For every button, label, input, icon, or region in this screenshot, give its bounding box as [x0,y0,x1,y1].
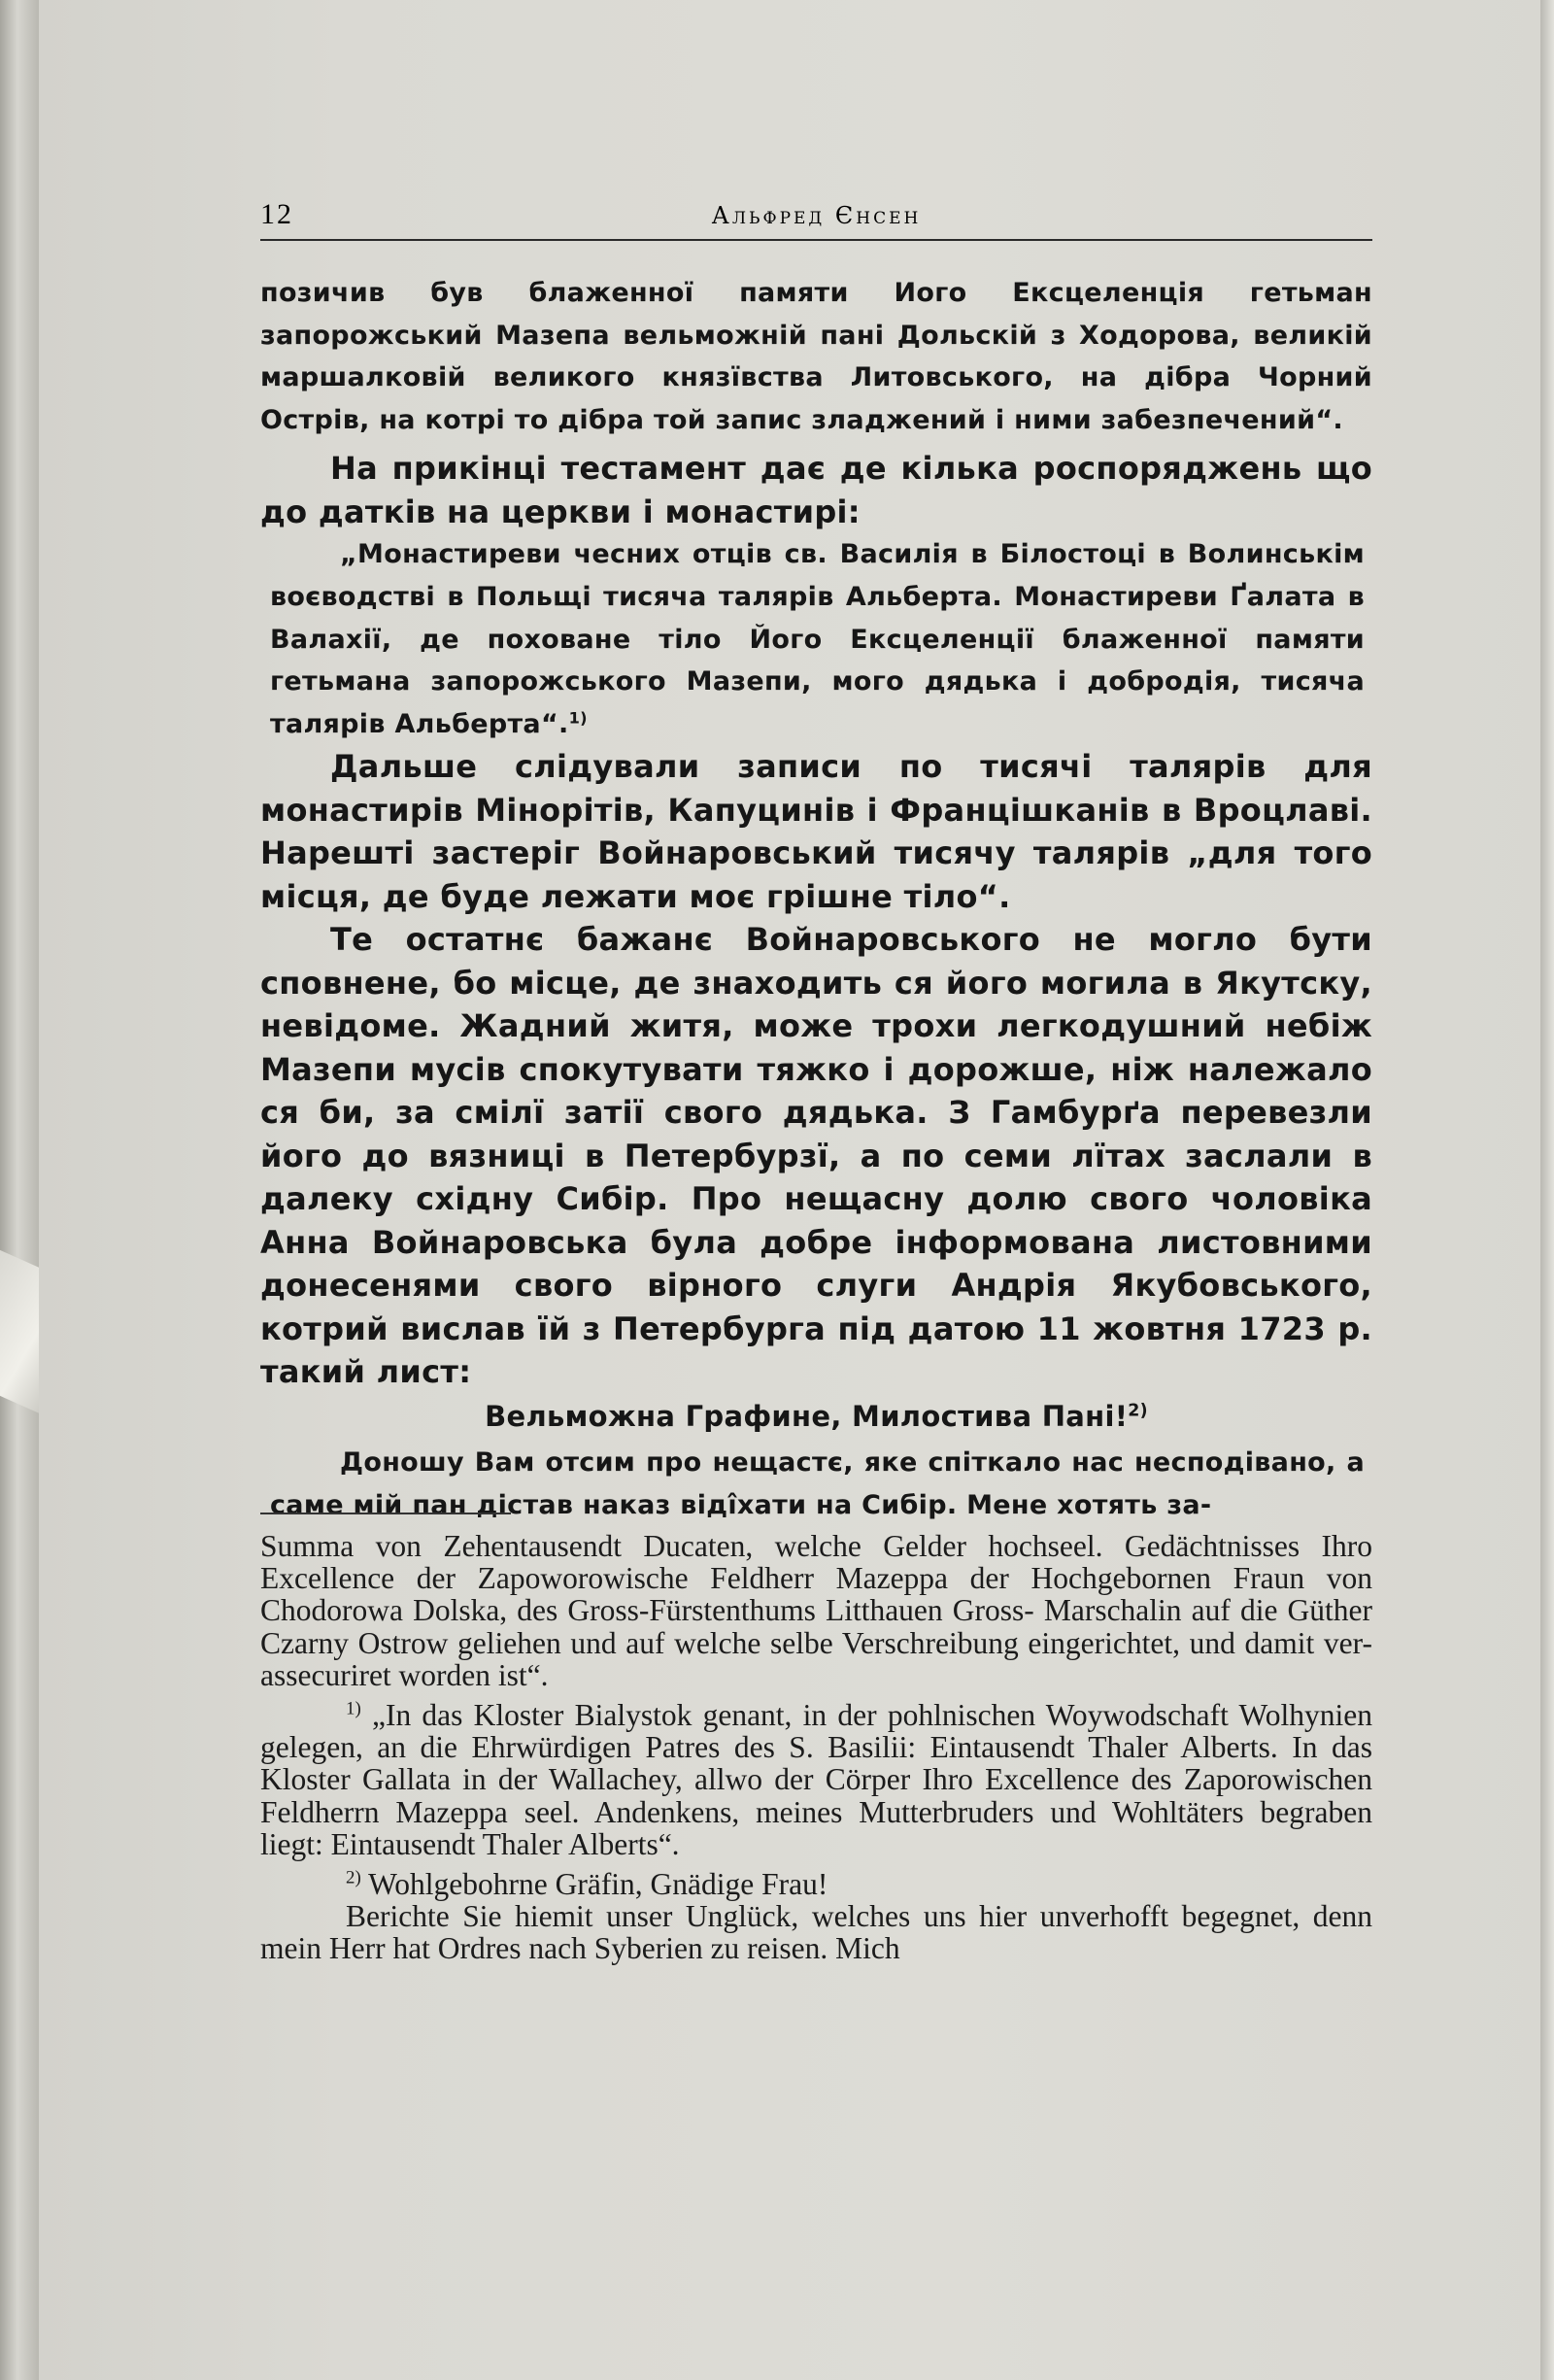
footnote-2-text: Wohlgebohrne Gräfin, Gnädige Frau! [368,1867,828,1902]
quote-monasteries [260,533,1372,745]
page-edge [1540,0,1554,2380]
paragraph-testament: На прикінці тестамент дає де кілька роспоряджень що до датків на церкви і монастирі: [260,450,1372,530]
page-header [260,190,1372,241]
footnote-rule [260,1513,511,1514]
footnote-1 [260,1699,1372,1860]
footnote-ref-2: 2) [1128,1401,1148,1421]
footnote-2 [260,1868,1372,1900]
quote-text: „Монастиреви чесних отців св. Василія в Білостоці в Волинськім воєводстві в Польщі тисяча талярів Альберта. Монастиреви Ґалата в Валахії, де поховане тіло Його Ексцеленції блаженної памяти гетьмана запорожського Мазепи, мого дядька і добродія, тисяча талярів Альберта“. [270,539,1365,739]
paragraph-records: Дальше слідували записи по тисячі талярів для монастирів Мінорітів, Капуцинів і Францішканів в Вроцлаві. Нарешті застеріг Войнаровський тисячу талярів „для того місця, де буде лежати моє грішне тіло“. [260,748,1372,915]
letter-salutation [260,1396,1372,1439]
footnote-continuation: Summa von Zehentausendt Ducaten, welche Gelder hochseel. Gedächtnisses Ihro Excellence der Zapoworowische Feldherr Mazeppa der Hochgebornen Fraun von Chodorowa Dolska, des Gross-Fürstenthums Litthauen Gross- Marschalin auf die Güther Czarny Ostrow geliehen und auf welche selbe Verschreibung eingerichtet, und damit ver- assecuriret worden ist“. [260,1529,1372,1692]
main-text [260,272,1372,1527]
footnote-2-mark: 2) [346,1867,361,1888]
footnote-ref-1: 1) [568,708,588,728]
book-spine [0,0,39,2380]
footnotes [260,1530,1372,1965]
footnote-2-continuation: Berichte Sie hiemit unser Unglück, welches uns hier unverhofft begegnet, denn mein Herr hat Ordres nach Syberien zu reisen. Mich [260,1899,1372,1966]
page-number: 12 [260,198,293,230]
paragraph-continuation: позичив був блаженної памяти Иого Ексцеленція гетьман запорожський Мазепа вельможній пані Дольскій з Ходорова, великій маршалковій великого князївства Литовського, на дібра Чорний Острів, на котрі то дібра той запис зладжений і ними забезпечений“. [260,278,1372,435]
footnote-1-mark: 1) [346,1698,361,1719]
running-head: Альфред Єнсен [711,202,922,229]
letter-text: Доношу Вам отсим про нещастє, яке спіткало нас несподівано, а саме мій пан дістав наказ віді̂хати на Сибір. Мене хотять за- [270,1447,1365,1521]
paragraph-last-wish: Те остатнє бажанє Войнаровського не могло бути сповнене, бо місце, де знаходить ся його могила в Якутску, невідоме. Жадний житя, може трохи легкодушний небіж Мазепи мусів спокутувати тяжко і дорожше, ніж належало ся би, за смілї затії свого дядька. З Гамбурґа перевезли його до вязниці в Петербурзї, а по семи лїтах заслали в далеку східну Сибір. Про нещасну долю свого чоловіка Анна Войнаровська була добре інформована листовними донесенями свого вірного слуги Андрія Якубовського, котрий вислав їй з Петербурга під датою 11 жовтня 1723 р. такий лист: [260,921,1372,1391]
footnote-1-text: „In das Kloster Bialystok genant, in der pohlnischen Woywodschaft Wolhynien gelegen, an die Ehrwürdigen Patres des S. Basilii: Eintausendt Thaler Alberts. In das Kloster Gallata in der Wallachey, allwo der Cörper Ihro Excellence des Zaporowischen Feldherrn Mazeppa seel. Andenkens, meines Mutterbruders und Wohltäters begraben liegt: Eintausendt Thaler Alberts“. [260,1698,1372,1861]
salutation-text: Вельможна Графине, Милостива Пані! [485,1399,1129,1433]
